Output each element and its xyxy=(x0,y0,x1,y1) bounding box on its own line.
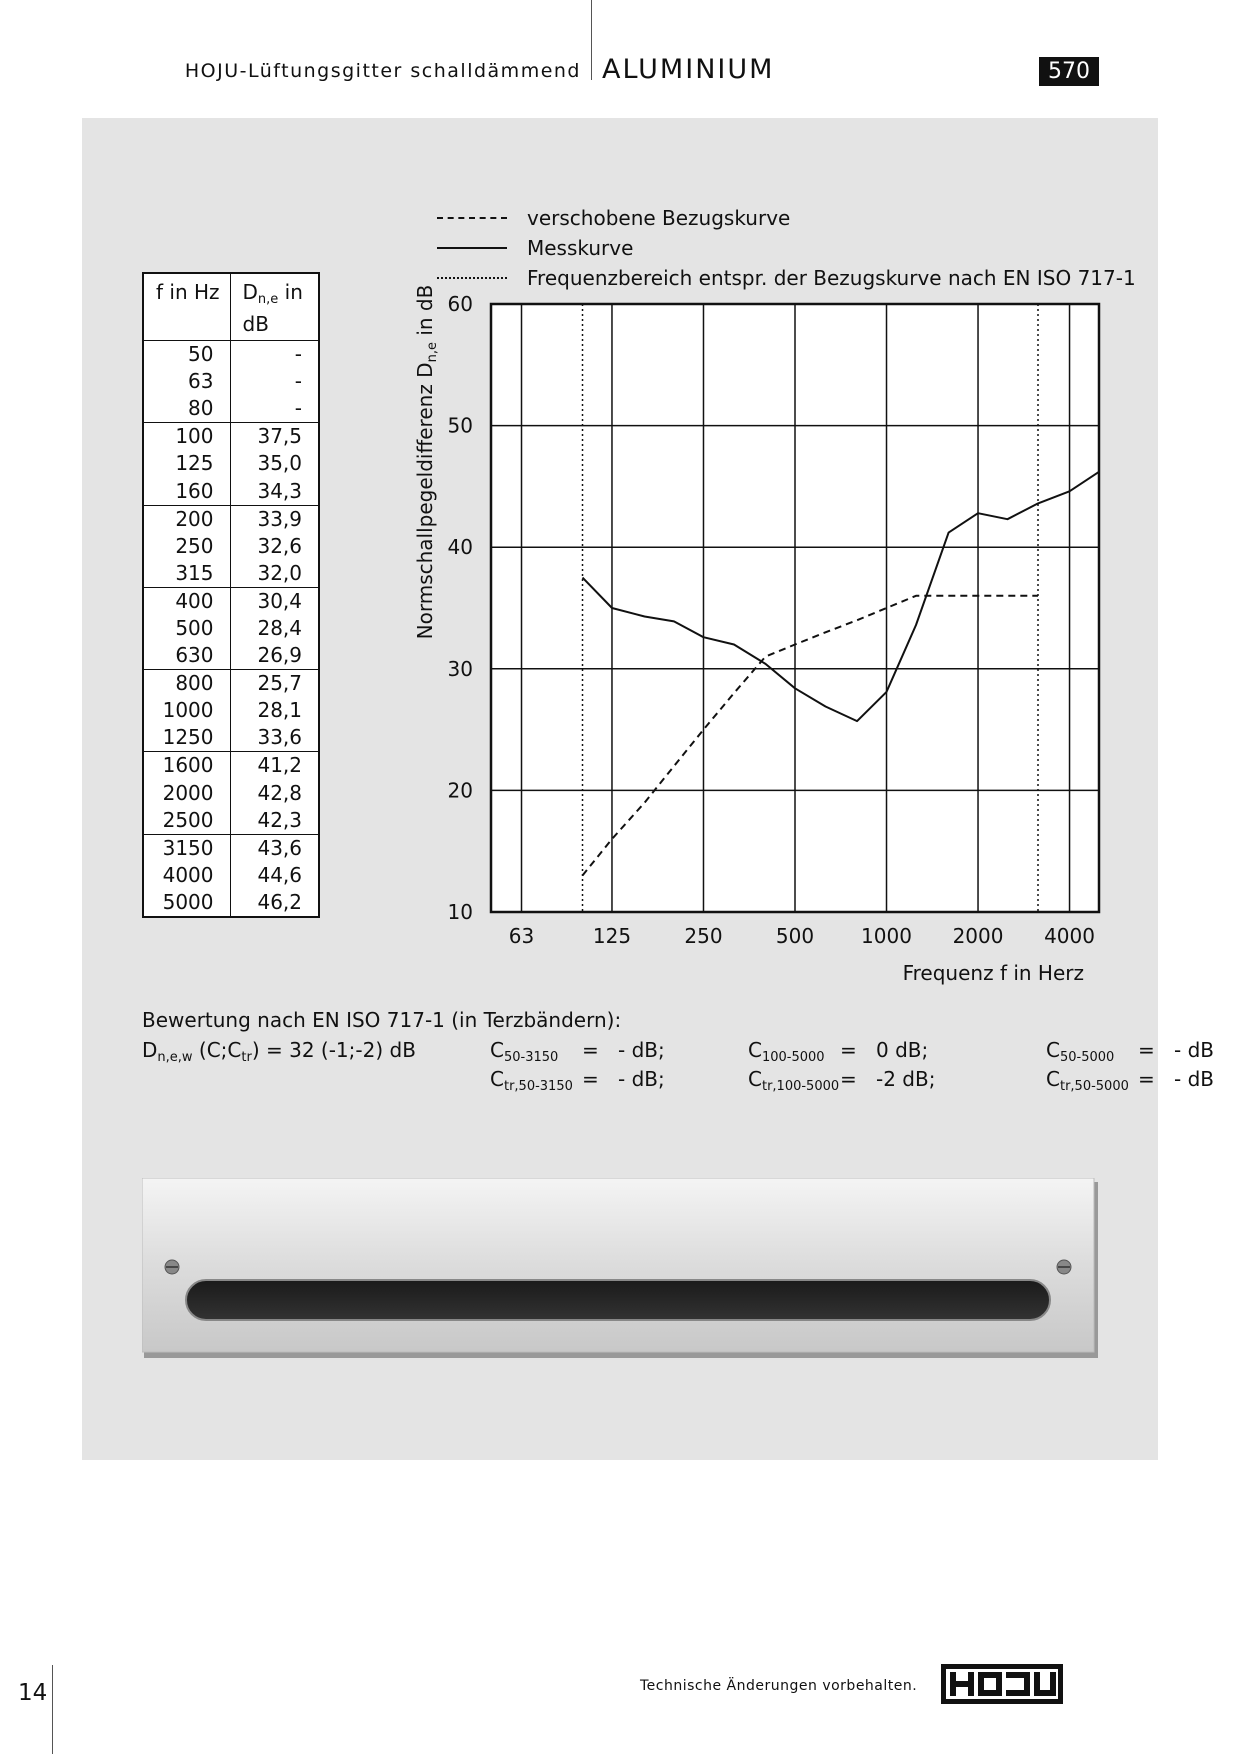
table-row xyxy=(143,834,319,862)
weighted-rating: $D_{n,e,w}$ $(C;C_{tr}) = 32$ (-1;-2) dB xyxy=(142,1038,416,1065)
c-term-value: - dB xyxy=(1174,1038,1214,1062)
level-cell: - xyxy=(230,341,319,369)
c-term-symbol: $C_{100-5000}$ xyxy=(748,1038,825,1065)
x-tick-label: 63 xyxy=(508,924,535,948)
level-cell: 33,6 xyxy=(230,724,319,752)
table-row xyxy=(143,395,319,423)
table-row xyxy=(143,560,319,588)
c-term-equals: = xyxy=(840,1038,857,1062)
table-row xyxy=(143,368,319,395)
frequency-cell: 4000 xyxy=(143,862,230,889)
y-tick-label: 60 xyxy=(447,292,473,316)
level-cell: - xyxy=(230,368,319,395)
frequency-cell: 2000 xyxy=(143,779,230,806)
x-tick-label: 500 xyxy=(775,924,815,948)
table-row xyxy=(143,478,319,506)
y-tick-label: 30 xyxy=(447,656,473,681)
y-axis-label: Normschallpegeldifferenz $D_{n,e}$ in dB xyxy=(413,285,440,640)
level-cell: 46,2 xyxy=(230,889,319,917)
level-cell: - xyxy=(230,395,319,423)
x-axis-label: Frequenz f in Herz xyxy=(902,961,1084,985)
frequency-cell: 800 xyxy=(143,670,230,698)
y-tick-label: 10 xyxy=(447,900,473,924)
legend-item-shifted-ref xyxy=(437,203,1136,233)
c-term-symbol: $C_{tr,100-5000}$ xyxy=(748,1067,840,1094)
table-row xyxy=(143,862,319,889)
frequency-cell: 1000 xyxy=(143,697,230,724)
x-tick-label: 250 xyxy=(684,924,723,948)
evaluation-title: Bewertung nach EN ISO 717-1 (in Terzbändern): xyxy=(142,1008,622,1032)
frequency-cell: 250 xyxy=(143,533,230,560)
table-row xyxy=(143,423,319,451)
table-row xyxy=(143,642,319,670)
legend-label: verschobene Bezugskurve xyxy=(527,206,791,230)
table-row xyxy=(143,697,319,724)
level-cell: 42,8 xyxy=(230,779,319,806)
level-cell: 32,0 xyxy=(230,560,319,588)
frequency-cell: 50 xyxy=(143,341,230,369)
hoju-logo xyxy=(940,1663,1064,1705)
level-cell: 42,3 xyxy=(230,807,319,835)
frequency-cell: 500 xyxy=(143,615,230,642)
level-cell: 26,9 xyxy=(230,642,319,670)
y-tick-label: 50 xyxy=(447,413,473,438)
c-term-symbol: $C_{50-5000}$ xyxy=(1046,1038,1115,1065)
table-row xyxy=(143,505,319,533)
table-row xyxy=(143,807,319,835)
c-term-value: -2 dB; xyxy=(876,1067,936,1091)
legend-label: Frequenzbereich entspr. der Bezugskurve nach EN ISO 717-1 xyxy=(527,266,1136,290)
page-number: 14 xyxy=(18,1680,48,1706)
level-cell: 37,5 xyxy=(230,423,319,451)
x-tick-label: 4000 xyxy=(1044,924,1095,948)
c-term-value: - dB; xyxy=(618,1038,665,1062)
c-term-symbol: $C_{tr,50-3150}$ xyxy=(490,1067,573,1094)
level-cell: 41,2 xyxy=(230,752,319,780)
level-cell: 30,4 xyxy=(230,587,319,615)
header-subtitle: HOJU-Lüftungsgitter schalldämmend xyxy=(184,60,581,82)
solid-line-sample xyxy=(437,247,507,249)
table-row xyxy=(143,752,319,780)
frequency-cell: 80 xyxy=(143,395,230,423)
frequency-cell: 100 xyxy=(143,423,230,451)
table-row xyxy=(143,615,319,642)
y-tick-label: 40 xyxy=(447,535,473,560)
frequency-cell: 1600 xyxy=(143,752,230,780)
c-term-value: - dB xyxy=(1174,1067,1214,1091)
evaluation-section xyxy=(142,1008,621,1040)
level-cell: 28,1 xyxy=(230,697,319,724)
frequency-cell: 630 xyxy=(143,642,230,670)
level-cell: 33,9 xyxy=(230,505,319,533)
dotted-line-sample xyxy=(437,277,507,279)
footer-note: Technische Änderungen vorbehalten. xyxy=(640,1678,918,1694)
y-tick-label: 20 xyxy=(447,778,473,803)
frequency-cell: 2500 xyxy=(143,807,230,835)
c-term-equals: = xyxy=(582,1038,599,1062)
c-term-value: - dB; xyxy=(618,1067,665,1091)
c-term-equals: = xyxy=(582,1067,599,1091)
ventilation-grille-image xyxy=(142,1178,1100,1363)
c-term-equals: = xyxy=(1138,1067,1155,1091)
frequency-table xyxy=(142,272,320,918)
x-tick-label: 2000 xyxy=(952,924,1004,948)
dashed-line-sample xyxy=(437,217,507,219)
level-cell: 43,6 xyxy=(230,834,319,862)
frequency-cell: 315 xyxy=(143,560,230,588)
chart-legend xyxy=(437,203,1136,293)
c-term-symbol: $C_{50-3150}$ xyxy=(490,1038,559,1065)
x-tick-label: 1000 xyxy=(861,924,912,948)
frequency-cell: 5000 xyxy=(143,889,230,917)
frequency-cell: 125 xyxy=(143,450,230,477)
frequency-cell: 200 xyxy=(143,505,230,533)
table-header-level: $D_{n,e}$ in dB xyxy=(230,273,319,341)
c-term-symbol: $C_{tr,50-5000}$ xyxy=(1046,1067,1129,1094)
table-header-frequency: f in Hz xyxy=(143,273,230,341)
table-row xyxy=(143,724,319,752)
table-row xyxy=(143,450,319,477)
table-row xyxy=(143,533,319,560)
legend-item-measured xyxy=(437,233,1136,263)
table-row xyxy=(143,341,319,369)
frequency-cell: 160 xyxy=(143,478,230,506)
legend-label: Messkurve xyxy=(527,236,634,260)
sound-insulation-chart xyxy=(400,285,1110,985)
level-cell: 25,7 xyxy=(230,670,319,698)
footer-divider xyxy=(52,1665,53,1754)
c-term-equals: = xyxy=(1138,1038,1155,1062)
level-cell: 44,6 xyxy=(230,862,319,889)
frequency-cell: 400 xyxy=(143,587,230,615)
c-term-value: 0 dB; xyxy=(876,1038,929,1062)
c-term-equals: = xyxy=(840,1067,857,1091)
level-cell: 34,3 xyxy=(230,478,319,506)
table-row xyxy=(143,889,319,917)
x-tick-label: 125 xyxy=(592,924,632,948)
frequency-cell: 3150 xyxy=(143,834,230,862)
table-row xyxy=(143,587,319,615)
level-cell: 28,4 xyxy=(230,615,319,642)
table-row xyxy=(143,779,319,806)
frequency-cell: 1250 xyxy=(143,724,230,752)
table-row xyxy=(143,670,319,698)
level-cell: 35,0 xyxy=(230,450,319,477)
header-title: ALUMINIUM xyxy=(602,54,775,85)
page-badge: 570 xyxy=(1039,57,1099,86)
header-divider xyxy=(591,0,592,80)
level-cell: 32,6 xyxy=(230,533,319,560)
frequency-cell: 63 xyxy=(143,368,230,395)
